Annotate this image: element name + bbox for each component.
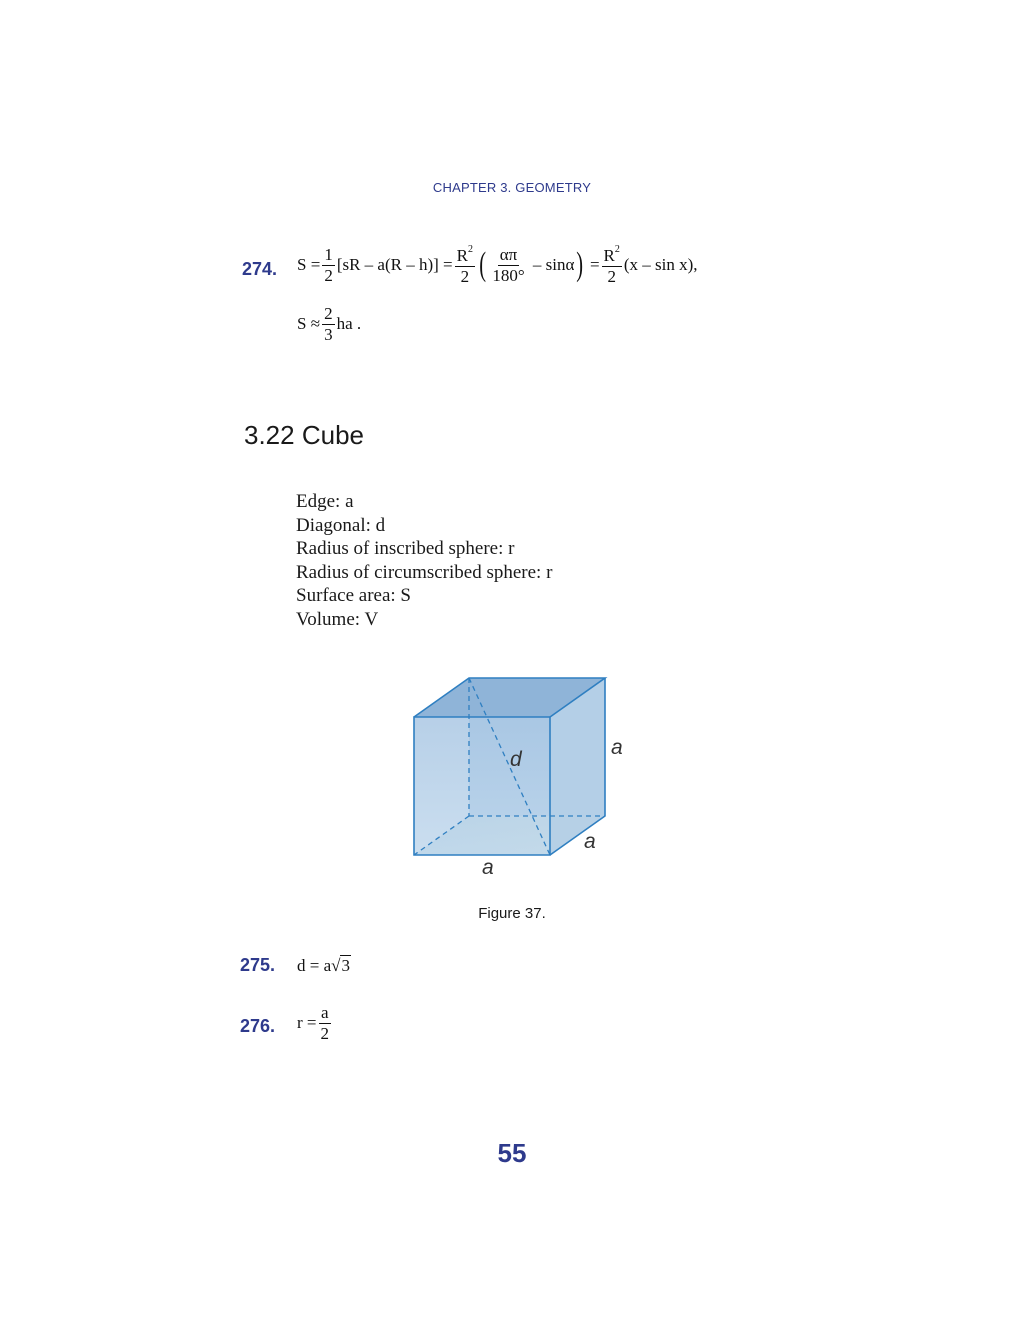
- definitions-list: [296, 490, 552, 631]
- figure-caption: Figure 37.: [478, 905, 546, 922]
- approx-sign: ≈: [310, 314, 321, 334]
- bracket-term: [sR – a(R – h)]: [336, 255, 439, 275]
- label-a-bottom: a: [482, 856, 494, 879]
- exponent: 2: [614, 244, 620, 255]
- formula-number-274: 274.: [242, 259, 278, 279]
- frac-num: [602, 245, 622, 267]
- frac-num: απ: [499, 245, 518, 264]
- definition-item: Edge: a: [296, 491, 354, 512]
- formula-number-275: 275.: [240, 955, 276, 975]
- definition-item: Diagonal: d: [296, 514, 386, 536]
- frac-den: 2: [320, 1023, 329, 1043]
- sqrt-sign: √: [331, 955, 341, 975]
- frac-den: 3: [324, 324, 333, 344]
- frac-num: a: [320, 1003, 329, 1022]
- fraction-half: [322, 246, 335, 285]
- frac-den: 180°: [492, 265, 525, 285]
- exponent: 2: [467, 244, 473, 255]
- formula-275-lhs: d = a: [297, 955, 332, 975]
- fraction-alpha-pi: [490, 246, 526, 285]
- equals: =: [310, 255, 321, 275]
- formula-274-line2: [297, 305, 361, 344]
- fraction-r2-over-2-b: [602, 245, 622, 286]
- definition-item: Radius of circumscribed sphere: r: [296, 561, 553, 583]
- label-d: d: [510, 748, 522, 771]
- frac-den: 2: [460, 266, 470, 286]
- x-minus-sinx-term: (x – sin x),: [623, 255, 698, 275]
- equals: =: [443, 255, 453, 275]
- r-symbol: R: [456, 246, 468, 265]
- frac-num: 1: [324, 245, 333, 264]
- symbol-s: S: [297, 314, 307, 334]
- paren-close: ): [576, 246, 584, 284]
- fraction-a-over-2: [319, 1004, 332, 1043]
- label-a-depth: a: [584, 830, 596, 853]
- symbol-s: S: [297, 255, 307, 275]
- frac-num: [455, 245, 475, 267]
- frac-den: 2: [324, 265, 333, 285]
- definition-item: Radius of inscribed sphere: r: [296, 538, 515, 559]
- cube-figure: [400, 668, 640, 888]
- paren-open: (: [479, 246, 487, 284]
- sin-alpha-term: – sinα: [532, 255, 575, 275]
- radicand: 3: [341, 956, 350, 975]
- frac-den: 2: [607, 266, 616, 286]
- formula-number-276: 276.: [240, 1016, 276, 1036]
- ha-term: ha .: [336, 314, 362, 334]
- label-a-right: a: [611, 736, 623, 759]
- formula-275: [297, 955, 351, 976]
- equals: =: [589, 255, 600, 275]
- formula-276: [297, 1004, 333, 1043]
- definition-item: Volume: V: [296, 608, 379, 630]
- cube-front-face: [414, 717, 550, 855]
- formula-276-lhs: r =: [297, 1013, 317, 1033]
- chapter-header: CHAPTER 3. GEOMETRY: [432, 180, 592, 195]
- r-symbol: R: [603, 246, 615, 265]
- section-title: 3.22 Cube: [244, 420, 364, 450]
- definition-item: Surface area: S: [296, 585, 411, 606]
- fraction-r2-over-2: [455, 245, 475, 286]
- formula-274-line1: [297, 245, 698, 286]
- fraction-two-thirds: [322, 305, 335, 344]
- frac-num: 2: [324, 304, 333, 323]
- page-number: 55: [497, 1138, 527, 1168]
